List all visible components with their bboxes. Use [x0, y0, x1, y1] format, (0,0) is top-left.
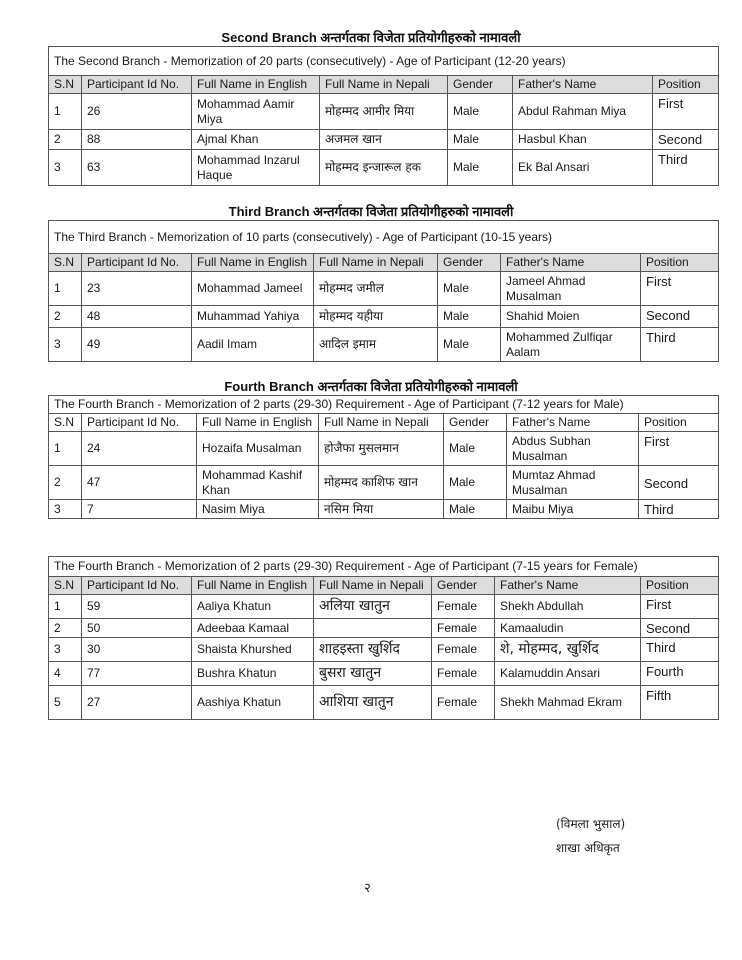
cell-gender: Male — [448, 130, 513, 150]
col-header-name-english: Full Name in English — [192, 577, 314, 595]
cell-participant-id: 59 — [82, 595, 192, 619]
cell-father-name: Maibu Miya — [507, 500, 639, 519]
table-header-row — [49, 254, 719, 272]
table-row — [49, 328, 719, 362]
cell-participant-id: 77 — [82, 662, 192, 686]
cell-name-nepali: होजैफा मुसलमान — [319, 432, 444, 466]
cell-position: Second — [641, 306, 719, 328]
col-header-name-nepali: Full Name in Nepali — [314, 254, 438, 272]
col-header-name-nepali: Full Name in Nepali — [320, 76, 448, 94]
table-row — [49, 306, 719, 328]
cell-name-nepali: शाहइस्ता खुर्शिद — [314, 638, 432, 662]
table-row — [49, 500, 719, 519]
cell-position: Fifth — [641, 686, 719, 720]
cell-father-name: Abdul Rahman Miya — [513, 94, 653, 130]
cell-position: Second — [639, 466, 719, 500]
col-header-participant-id: Participant Id No. — [82, 254, 192, 272]
cell-sn: 3 — [49, 638, 82, 662]
cell-gender: Male — [444, 432, 507, 466]
table-row — [49, 638, 719, 662]
cell-sn: 1 — [49, 272, 82, 306]
cell-name-english: Bushra Khatun — [192, 662, 314, 686]
fourth-branch-male-table — [48, 395, 719, 519]
cell-father-name: Mumtaz Ahmad Musalman — [507, 466, 639, 500]
cell-gender: Male — [438, 328, 501, 362]
cell-gender: Female — [432, 686, 495, 720]
cell-participant-id: 30 — [82, 638, 192, 662]
cell-gender: Male — [438, 306, 501, 328]
table-caption: The Fourth Branch - Memorization of 2 parts (29-30) Requirement - Age of Participant (7-12 years for Male) — [49, 396, 719, 414]
table-row — [49, 150, 719, 186]
cell-father-name: Kamaaludin — [495, 619, 641, 638]
table-row — [49, 272, 719, 306]
cell-name-english: Shaista Khurshed — [192, 638, 314, 662]
cell-gender: Female — [432, 619, 495, 638]
table-row — [49, 130, 719, 150]
cell-name-nepali: अजमल खान — [320, 130, 448, 150]
cell-participant-id: 88 — [82, 130, 192, 150]
cell-sn: 3 — [49, 500, 82, 519]
col-header-father-name: Father's Name — [513, 76, 653, 94]
cell-name-english: Mohammad Inzarul Haque — [192, 150, 320, 186]
cell-sn: 2 — [49, 619, 82, 638]
cell-name-nepali: मोहम्मद आमीर मिया — [320, 94, 448, 130]
table-caption: The Second Branch - Memorization of 20 parts (consecutively) - Age of Participant (12-20 years) — [49, 47, 719, 76]
cell-name-nepali: मोहम्मद यहीया — [314, 306, 438, 328]
cell-name-nepali: नसिम मिया — [319, 500, 444, 519]
col-header-position: Position — [639, 414, 719, 432]
col-header-father-name: Father's Name — [501, 254, 641, 272]
cell-position: Third — [653, 150, 719, 186]
cell-participant-id: 7 — [82, 500, 197, 519]
cell-participant-id: 50 — [82, 619, 192, 638]
third-branch-table — [48, 220, 719, 362]
cell-sn: 3 — [49, 150, 82, 186]
table-row — [49, 686, 719, 720]
table-row — [49, 595, 719, 619]
cell-name-nepali: बुसरा खातुन — [314, 662, 432, 686]
table-header-row — [49, 414, 719, 432]
cell-position: First — [641, 595, 719, 619]
cell-name-nepali: मोहम्मद इन्जारूल हक — [320, 150, 448, 186]
col-header-sn: S.N — [49, 254, 82, 272]
cell-name-english: Aadil Imam — [192, 328, 314, 362]
fourth-branch-female-table — [48, 556, 719, 720]
cell-sn: 1 — [49, 94, 82, 130]
cell-gender: Male — [444, 466, 507, 500]
cell-position: First — [653, 94, 719, 130]
cell-gender: Female — [432, 595, 495, 619]
signature-block — [556, 812, 625, 860]
cell-participant-id: 26 — [82, 94, 192, 130]
section-title-second-branch: Second Branch अन्तर्गतका विजेता प्रतियोगीहरुको नामावली — [221, 30, 521, 45]
page-number: २ — [364, 881, 371, 896]
cell-position: Third — [641, 638, 719, 662]
cell-participant-id: 49 — [82, 328, 192, 362]
cell-participant-id: 27 — [82, 686, 192, 720]
cell-position: First — [641, 272, 719, 306]
cell-name-nepali: मोहम्मद जमील — [314, 272, 438, 306]
cell-name-nepali — [314, 619, 432, 638]
cell-name-english: Mohammad Aamir Miya — [192, 94, 320, 130]
cell-sn: 3 — [49, 328, 82, 362]
cell-position: First — [639, 432, 719, 466]
cell-father-name: शे, मोहम्मद, खुर्शिद — [495, 638, 641, 662]
cell-position: Fourth — [641, 662, 719, 686]
cell-name-nepali: अलिया खातुन — [314, 595, 432, 619]
cell-sn: 2 — [49, 306, 82, 328]
col-header-name-nepali: Full Name in Nepali — [314, 577, 432, 595]
cell-name-nepali: आदिल इमाम — [314, 328, 438, 362]
cell-name-english: Hozaifa Musalman — [197, 432, 319, 466]
table-header-row — [49, 76, 719, 94]
cell-sn: 1 — [49, 432, 82, 466]
cell-father-name: Mohammed Zulfiqar Aalam — [501, 328, 641, 362]
cell-participant-id: 24 — [82, 432, 197, 466]
section-title-third-branch: Third Branch अन्तर्गतका विजेता प्रतियोगीहरुको नामावली — [228, 204, 514, 219]
cell-gender: Female — [432, 638, 495, 662]
cell-father-name: Shekh Mahmad Ekram — [495, 686, 641, 720]
signatory-name: (विमला भुसाल) — [556, 817, 626, 831]
col-header-position: Position — [641, 577, 719, 595]
col-header-participant-id: Participant Id No. — [82, 577, 192, 595]
cell-gender: Male — [448, 94, 513, 130]
cell-name-nepali: आशिया खातुन — [314, 686, 432, 720]
cell-name-english: Aaliya Khatun — [192, 595, 314, 619]
cell-name-english: Muhammad Yahiya — [192, 306, 314, 328]
cell-father-name: Jameel Ahmad Musalman — [501, 272, 641, 306]
cell-sn: 1 — [49, 595, 82, 619]
col-header-sn: S.N — [49, 414, 82, 432]
table-row — [49, 466, 719, 500]
col-header-gender: Gender — [448, 76, 513, 94]
cell-position: Third — [639, 500, 719, 519]
col-header-sn: S.N — [49, 577, 82, 595]
cell-participant-id: 47 — [82, 466, 197, 500]
cell-father-name: Ek Bal Ansari — [513, 150, 653, 186]
cell-father-name: Kalamuddin Ansari — [495, 662, 641, 686]
col-header-name-english: Full Name in English — [192, 76, 320, 94]
cell-position: Second — [653, 130, 719, 150]
second-branch-table — [48, 46, 719, 186]
cell-participant-id: 23 — [82, 272, 192, 306]
col-header-name-english: Full Name in English — [197, 414, 319, 432]
cell-sn: 5 — [49, 686, 82, 720]
cell-sn: 2 — [49, 130, 82, 150]
col-header-name-nepali: Full Name in Nepali — [319, 414, 444, 432]
cell-gender: Female — [432, 662, 495, 686]
cell-name-english: Aashiya Khatun — [192, 686, 314, 720]
cell-position: Third — [641, 328, 719, 362]
cell-gender: Male — [448, 150, 513, 186]
cell-sn: 2 — [49, 466, 82, 500]
col-header-father-name: Father's Name — [507, 414, 639, 432]
table-caption: The Third Branch - Memorization of 10 parts (consecutively) - Age of Participant (10-15 years) — [49, 221, 719, 254]
cell-sn: 4 — [49, 662, 82, 686]
section-title-fourth-branch: Fourth Branch अन्तर्गतका विजेता प्रतियोगीहरुको नामावली — [224, 379, 518, 394]
col-header-gender: Gender — [444, 414, 507, 432]
signatory-designation: शाखा अधिकृत — [556, 841, 620, 855]
cell-father-name: Abdus Subhan Musalman — [507, 432, 639, 466]
table-row — [49, 432, 719, 466]
col-header-sn: S.N — [49, 76, 82, 94]
cell-participant-id: 48 — [82, 306, 192, 328]
cell-name-english: Ajmal Khan — [192, 130, 320, 150]
col-header-participant-id: Participant Id No. — [82, 76, 192, 94]
table-caption: The Fourth Branch - Memorization of 2 parts (29-30) Requirement - Age of Participant (7-15 years for Female) — [49, 557, 719, 577]
cell-name-english: Mohammad Jameel — [192, 272, 314, 306]
col-header-position: Position — [653, 76, 719, 94]
col-header-name-english: Full Name in English — [192, 254, 314, 272]
cell-position: Second — [641, 619, 719, 638]
cell-name-nepali: मोहम्मद काशिफ खान — [319, 466, 444, 500]
table-header-row — [49, 577, 719, 595]
cell-name-english: Nasim Miya — [197, 500, 319, 519]
col-header-gender: Gender — [432, 577, 495, 595]
cell-name-english: Mohammad Kashif Khan — [197, 466, 319, 500]
col-header-gender: Gender — [438, 254, 501, 272]
cell-gender: Male — [438, 272, 501, 306]
cell-name-english: Adeebaa Kamaal — [192, 619, 314, 638]
cell-father-name: Shekh Abdullah — [495, 595, 641, 619]
table-row — [49, 619, 719, 638]
col-header-participant-id: Participant Id No. — [82, 414, 197, 432]
cell-father-name: Hasbul Khan — [513, 130, 653, 150]
cell-participant-id: 63 — [82, 150, 192, 186]
col-header-father-name: Father's Name — [495, 577, 641, 595]
col-header-position: Position — [641, 254, 719, 272]
cell-gender: Male — [444, 500, 507, 519]
table-row — [49, 662, 719, 686]
table-row — [49, 94, 719, 130]
cell-father-name: Shahid Moien — [501, 306, 641, 328]
